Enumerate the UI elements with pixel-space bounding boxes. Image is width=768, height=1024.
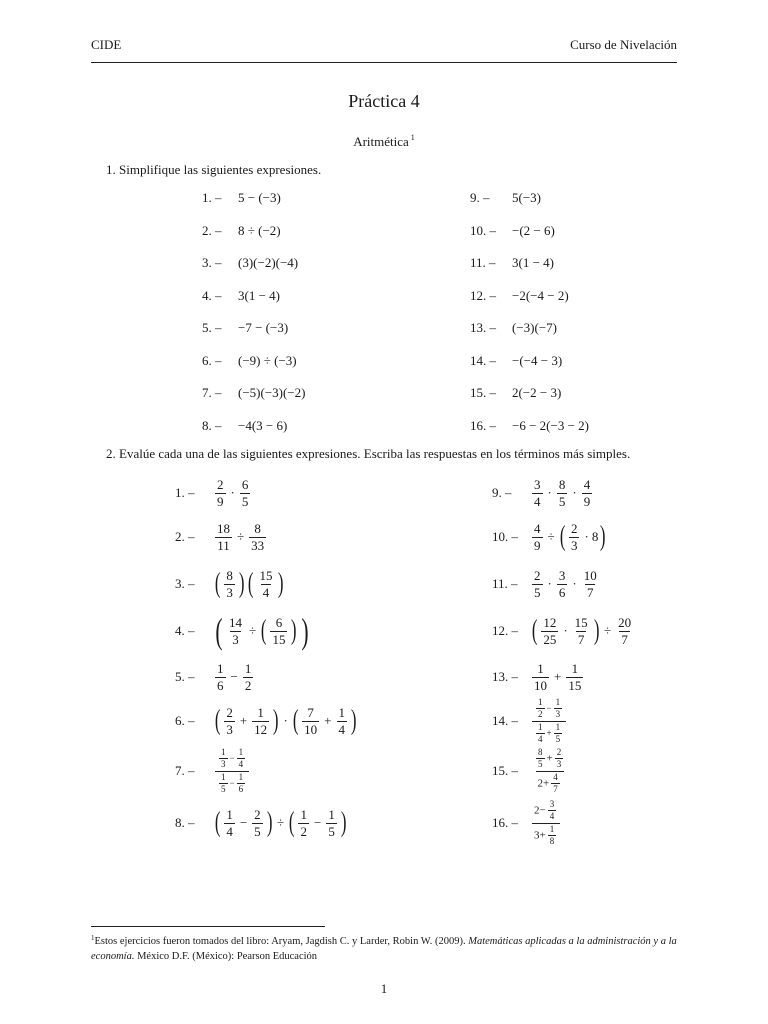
q2-item-12 [492, 608, 635, 654]
math-expression: 3(1 − 4) [238, 287, 280, 303]
item-number: 11. – [492, 576, 518, 591]
question-2-text: 2. Evalúe cada una de las siguientes expresiones. Escriba las respuestas en los términos más simples. [106, 446, 631, 461]
math-expression: 8 ÷ (−2) [238, 222, 281, 238]
math-expression: ( $\frac{14}{3}$ ÷ ( $\frac{6}{15}$ ) ) [215, 611, 309, 651]
item-number: 1. – [175, 485, 195, 500]
q1-item [202, 190, 281, 206]
item-number: 13. – [492, 669, 518, 684]
item-number: 12. – [470, 287, 496, 303]
footnote [91, 931, 681, 964]
footnote-publisher: México D.F. (México): Pearson Educación [137, 951, 318, 962]
page-title: Práctica 4 [348, 91, 420, 111]
item-number: 15. – [470, 385, 496, 400]
math-expression: $\frac{1}{3}$ − $\frac{1}{4}$ $\frac{1}{5}$ − $\frac{1}{6}$ [213, 748, 251, 795]
q2-item-5 [175, 654, 255, 700]
item-number: 1. – [202, 190, 222, 205]
q1-item [202, 223, 281, 239]
item-number: 14. – [470, 352, 496, 368]
math-expression: ( $\frac{2}{3}$ + $\frac{1}{12}$ ) · ( $\frac{7}{10}$ + $\frac{1}{4}$ ) [214, 704, 357, 737]
item-number: 7. – [175, 763, 195, 778]
header-rule [91, 62, 677, 63]
item-number: 12. – [492, 623, 518, 638]
q2-item-14 [492, 698, 568, 744]
item-number: 14. – [492, 713, 518, 728]
item-number: 7. – [202, 385, 222, 400]
q2-item-6 [175, 698, 358, 744]
header-right: Curso de Nivelación [570, 37, 677, 52]
math-expression: $\frac{1}{10}$ + $\frac{1}{15}$ [534, 660, 582, 693]
q1-item [202, 418, 287, 434]
q1-item [470, 353, 562, 369]
footnote-rule [91, 926, 325, 927]
item-number: 2. – [175, 529, 195, 544]
math-expression: (3)(−2)(−4) [238, 255, 299, 270]
math-expression: −4(3 − 6) [238, 417, 288, 433]
math-expression: $\frac{2}{5}$ · $\frac{3}{6}$ · $\frac{10}{7}$ [534, 567, 597, 600]
item-number: 3. – [175, 576, 195, 591]
math-expression: ( $\frac{12}{25}$ · $\frac{15}{7}$ ) ÷ $\frac{20}{7}$ [531, 614, 632, 647]
q2-item-9 [492, 470, 594, 516]
math-expression: $\frac{1}{2}$ − $\frac{1}{3}$ $\frac{1}{4}$ + $\frac{1}{5}$ [530, 698, 568, 745]
math-expression: $\frac{18}{11}$ ÷ $\frac{8}{33}$ [217, 520, 265, 553]
q1-item [202, 288, 280, 304]
q2-item-8 [175, 800, 348, 846]
math-expression: ( $\frac{1}{4}$ − $\frac{2}{5}$ ) ÷ ( $\frac{1}{2}$ − $\frac{1}{5}$ ) [214, 806, 347, 839]
item-number: 10. – [470, 222, 496, 238]
item-number: 16. – [492, 815, 518, 830]
math-expression: −7 − (−3) [238, 320, 289, 335]
q1-item [470, 255, 554, 271]
q1-item [470, 223, 555, 239]
q1-item [470, 320, 557, 336]
q2-item-16 [492, 800, 562, 846]
q2-item-2 [175, 514, 268, 560]
item-number: 9. – [470, 190, 490, 205]
math-expression: $\frac{3}{4}$ · $\frac{8}{5}$ · $\frac{4}{9}$ [534, 476, 591, 509]
page-number: 1 [380, 981, 388, 996]
q1-item [470, 418, 589, 434]
item-number: 16. – [470, 417, 496, 433]
item-number: 10. – [492, 529, 518, 544]
subtitle-text: Aritmética [353, 134, 409, 149]
item-number: 6. – [175, 713, 195, 728]
page-subtitle [0, 133, 768, 150]
math-expression: ( $\frac{8}{3}$ ) ( $\frac{15}{4}$ ) [214, 567, 284, 600]
item-number: 4. – [202, 287, 222, 303]
math-expression: $\frac{1}{6}$ − $\frac{1}{2}$ [217, 660, 252, 693]
math-expression: (−5)(−3)(−2) [238, 385, 306, 400]
footnote-mark: 1 [91, 934, 95, 942]
math-expression: 2− $\frac{3}{4}$ 3+ $\frac{1}{8}$ [530, 800, 562, 847]
q2-item-11 [492, 561, 601, 607]
item-number: 5. – [175, 669, 195, 684]
footnote-text: Estos ejercicios fueron tomados del libro: Aryam, Jagdish C. y Larder, Robin W. (2009). [94, 936, 466, 947]
math-expression: 2(−2 − 3) [512, 385, 562, 400]
q2-item-7 [175, 748, 251, 794]
item-number: 9. – [492, 485, 512, 500]
q1-item [470, 385, 561, 401]
item-number: 3. – [202, 255, 222, 270]
question-1-text: 1. Simplifique las siguientes expresiones. [106, 162, 322, 177]
math-expression: −2(−4 − 2) [512, 287, 569, 303]
math-expression: $\frac{8}{5}$ + $\frac{2}{3}$ 2+ $\frac{4}{7}$ [530, 748, 569, 795]
math-expression: 3(1 − 4) [512, 255, 554, 270]
q1-item [202, 385, 305, 401]
item-number: 2. – [202, 222, 222, 238]
math-expression: 5(−3) [512, 190, 541, 205]
item-number: 4. – [175, 623, 195, 638]
q2-item-10 [492, 514, 608, 560]
q1-item [470, 190, 541, 206]
item-number: 11. – [470, 255, 496, 270]
item-number: 8. – [202, 417, 222, 433]
header-left: CIDE [91, 37, 122, 52]
q1-item [202, 255, 298, 271]
math-expression: 5 − (−3) [238, 190, 281, 205]
item-number: 5. – [202, 320, 222, 335]
q2-item-1 [175, 470, 252, 516]
q2-item-15 [492, 748, 569, 794]
math-expression: −(−4 − 3) [512, 352, 563, 368]
footnote-ref: 1 [410, 133, 415, 142]
math-expression: (−3)(−7) [512, 320, 557, 335]
math-expression: $\frac{2}{9}$ · $\frac{6}{5}$ [217, 476, 249, 509]
math-expression: $\frac{4}{9}$ ÷ ( $\frac{2}{3}$ · 8 ) [534, 520, 606, 553]
q1-item [202, 320, 288, 336]
item-number: 8. – [175, 815, 195, 830]
math-expression: (−9) ÷ (−3) [238, 352, 297, 368]
math-expression: −(2 − 6) [512, 222, 555, 238]
q1-item [470, 288, 569, 304]
q2-item-4 [175, 608, 311, 654]
q2-item-3 [175, 561, 286, 607]
q2-item-13 [492, 654, 585, 700]
q1-item [202, 353, 297, 369]
item-number: 13. – [470, 320, 496, 335]
item-number: 6. – [202, 352, 222, 368]
footnote-book-title: Matemáticas aplicadas a la administración y a la economía. [91, 936, 677, 962]
item-number: 15. – [492, 763, 518, 778]
math-expression: −6 − 2(−3 − 2) [512, 417, 589, 433]
